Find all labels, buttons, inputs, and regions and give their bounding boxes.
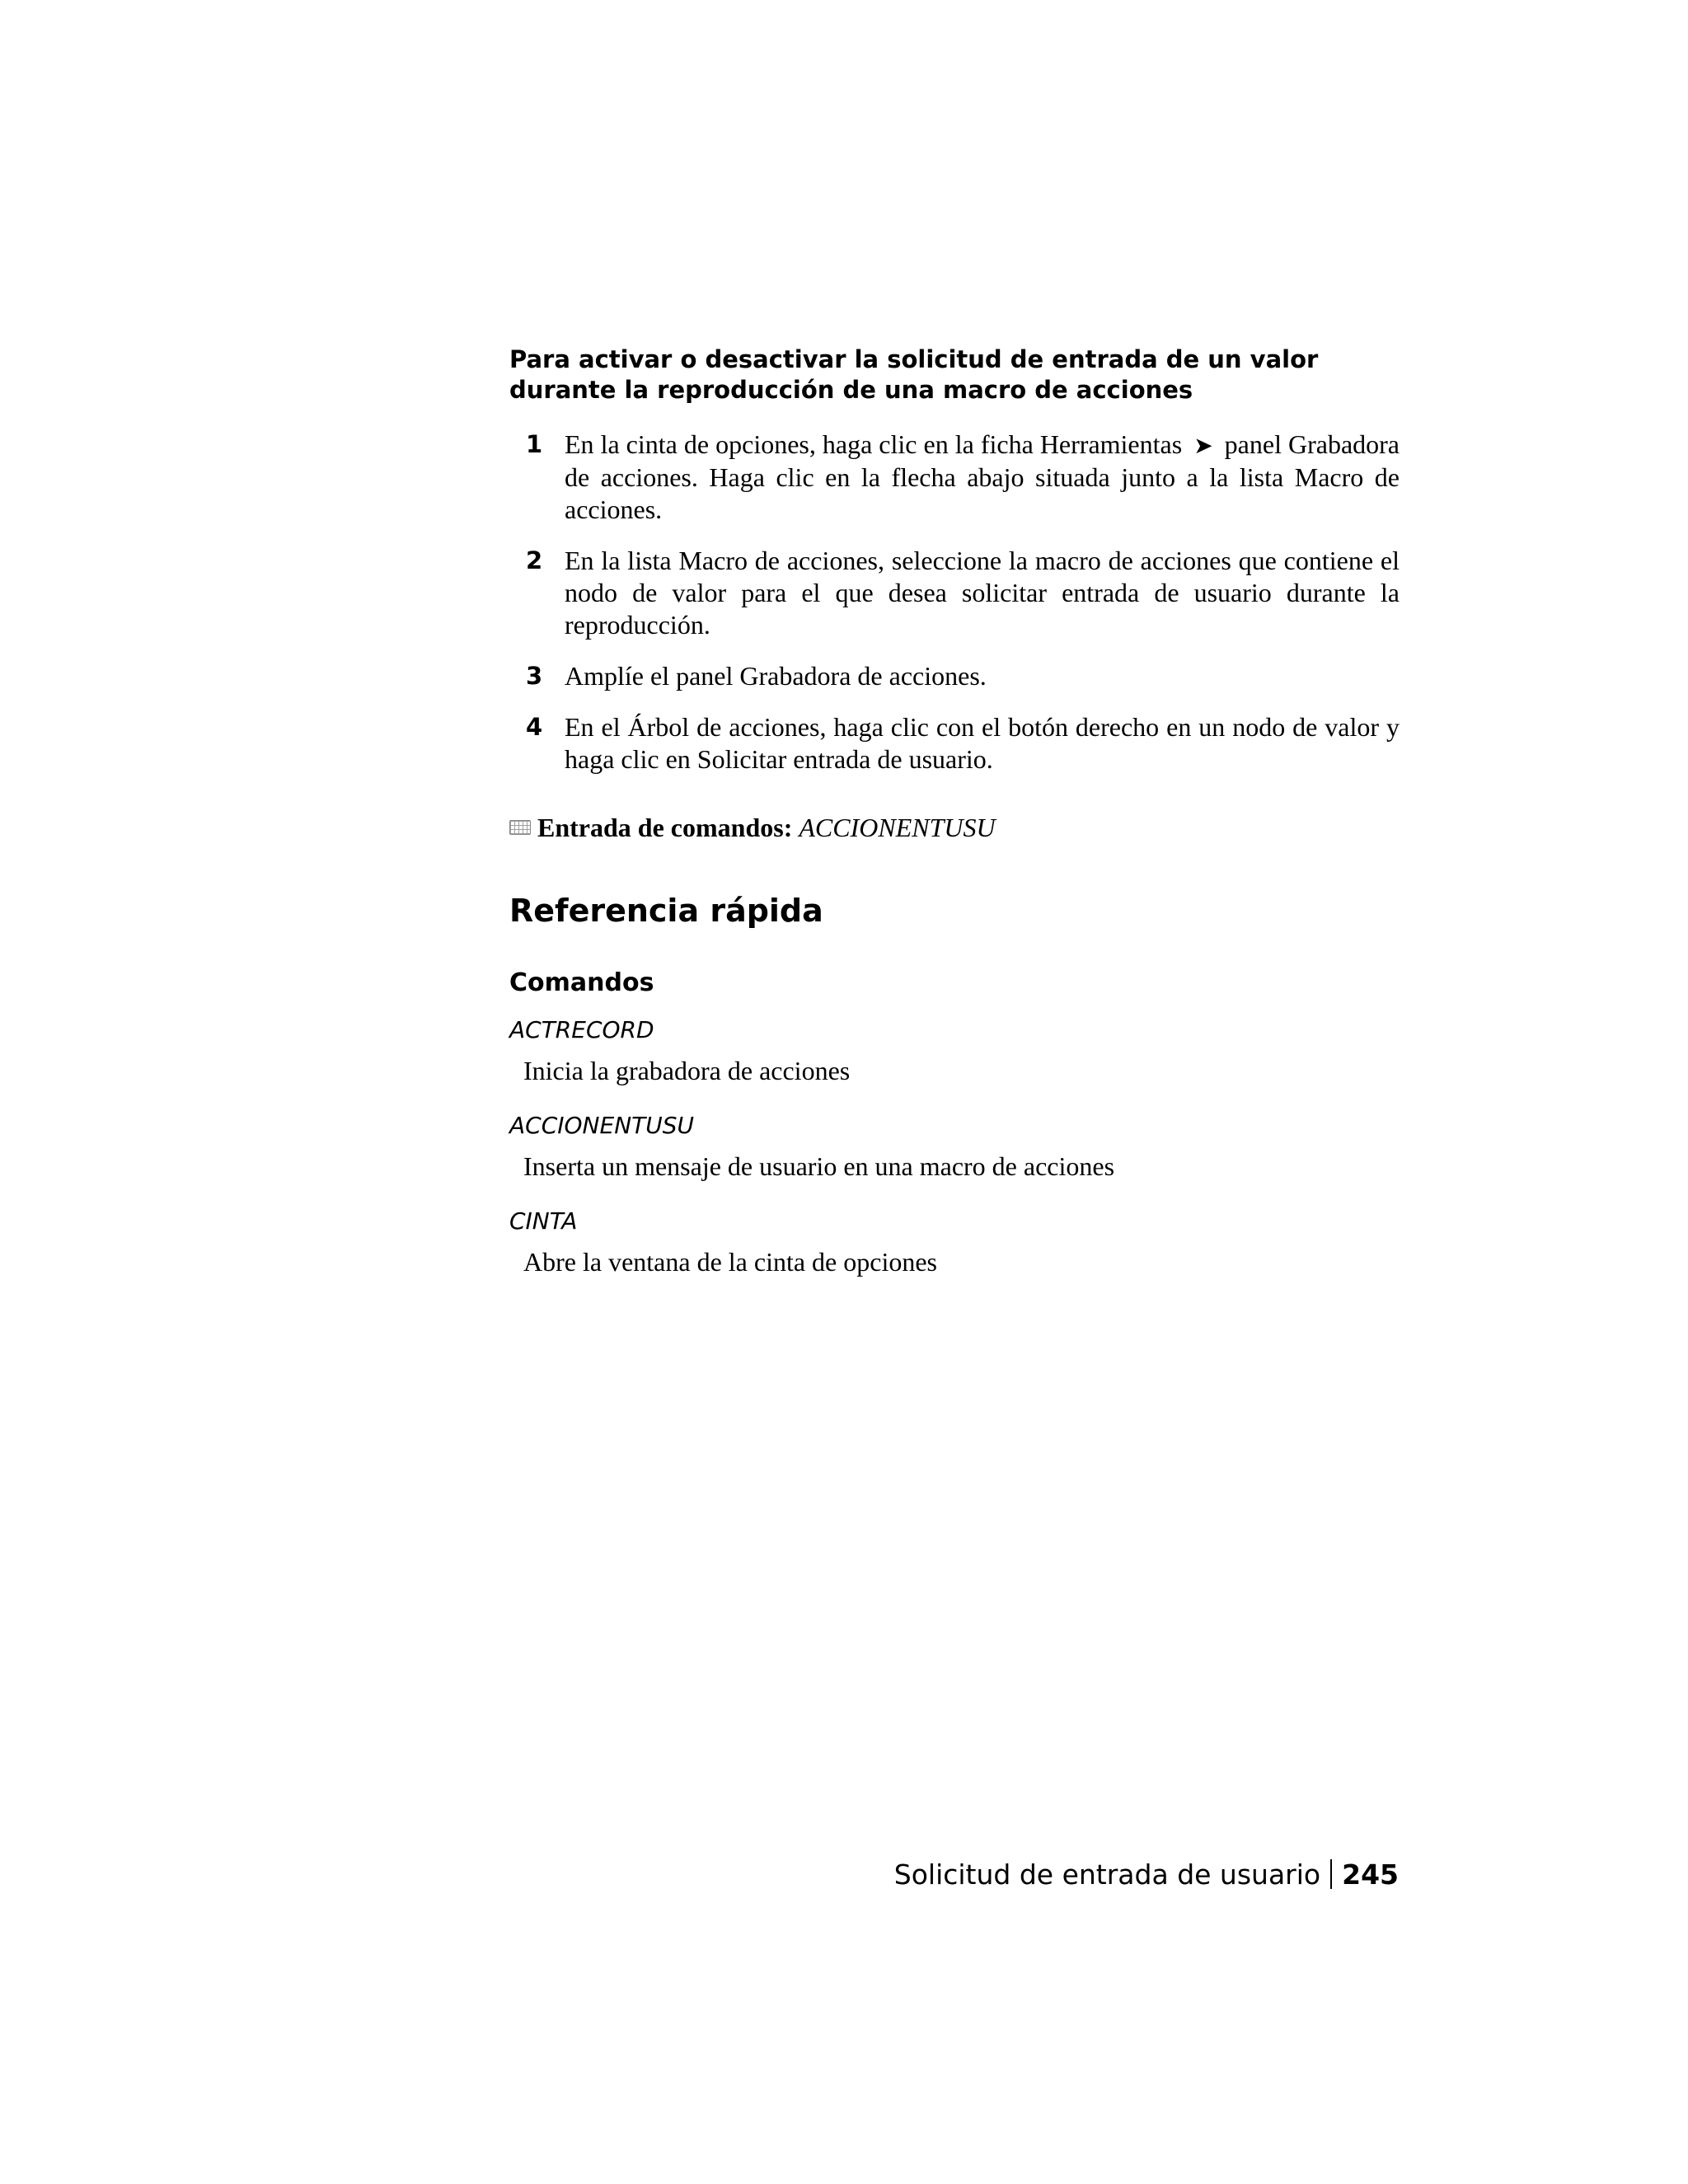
- page-number: 245: [1342, 1858, 1399, 1891]
- command-description: Inicia la grabadora de acciones: [523, 1056, 851, 1085]
- footer-section-title: Solicitud de entrada de usuario: [893, 1858, 1321, 1891]
- step-text: Amplíe el panel Grabadora de acciones.: [565, 661, 987, 691]
- command-name: CINTA: [509, 1207, 578, 1235]
- command-name: ACCIONENTUSU: [509, 1112, 694, 1139]
- step-text: En la lista Macro de acciones, seleccione la macro de acciones que contiene el nodo de valor para el que desea solicitar entrada de usuario durante la reproducción.: [565, 546, 1400, 640]
- procedure-step: [509, 660, 1400, 692]
- command-name: ACTRECORD: [509, 1016, 654, 1043]
- procedure-step: [509, 711, 1400, 776]
- step-text: En la cinta de opciones, haga clic en la ficha Herramientas: [565, 429, 1183, 459]
- command-description: Abre la ventana de la cinta de opciones: [523, 1247, 937, 1277]
- section-heading: Referencia rápida: [509, 893, 823, 929]
- step-number: 3: [526, 662, 543, 690]
- procedure-title: Para activar o desactivar la solicitud de entrada de un valor durante la reproducción de una macro de acciones: [509, 345, 1319, 404]
- step-number: 4: [526, 713, 543, 741]
- step-text: En el Árbol de acciones, haga clic con el botón derecho en un nodo de valor y haga clic en Solicitar entrada de usuario.: [565, 712, 1400, 774]
- keyboard-icon: [509, 820, 531, 835]
- step-number: 1: [526, 430, 543, 458]
- arrow-icon: ➤: [1193, 432, 1213, 459]
- procedure-steps: [509, 429, 1400, 794]
- step-text-continued: panel Grabadora de acciones. Haga clic en la flecha abajo situada junto a la lista Macro de acciones.: [565, 429, 1400, 524]
- footer-divider: [1330, 1859, 1332, 1889]
- procedure-step: [509, 545, 1400, 641]
- command-description: Inserta un mensaje de usuario en una macro de acciones: [523, 1151, 1115, 1181]
- command-entry: [509, 811, 996, 844]
- command-entry-value: ACCIONENTUSU: [799, 813, 996, 842]
- command-entry-label: Entrada de comandos:: [537, 813, 793, 842]
- page-footer: [0, 1858, 1399, 1892]
- procedure-step: [509, 429, 1400, 526]
- step-number: 2: [526, 546, 543, 574]
- subsection-heading: Comandos: [509, 968, 654, 997]
